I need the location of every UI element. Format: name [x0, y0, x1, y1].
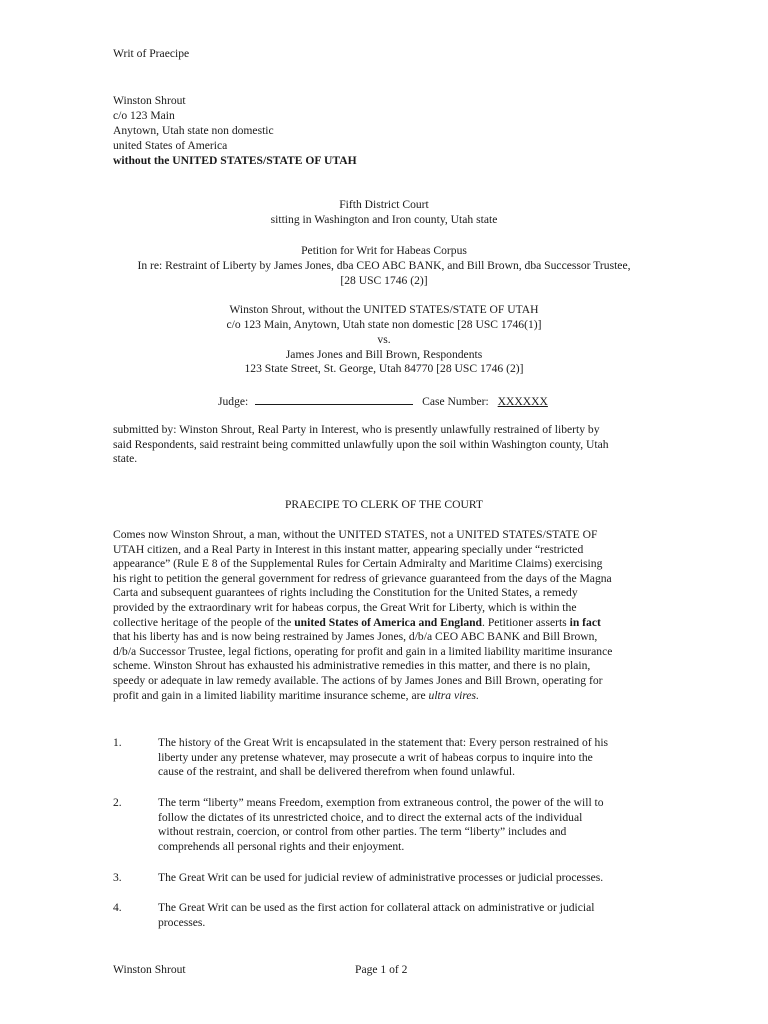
footer-page-number: Page 1 of 2	[355, 963, 408, 976]
item-line: comprehends all personal rights and their enjoyment.	[158, 839, 405, 853]
body-text: . Petitioner asserts	[482, 615, 570, 629]
body-italic-text: ultra vires.	[428, 688, 479, 702]
body-line: Carta and subsequent guarantees of rights including the Constitution for the United States, a remedy	[113, 586, 578, 600]
body-bold-text: united States of America and England	[294, 615, 483, 629]
petition-title: Petition for Writ for Habeas Corpus	[301, 244, 467, 257]
body-line: that his liberty has and is now being restrained by James Jones, d/b/a CEO ABC BANK and Bill Brown,	[113, 630, 598, 644]
petition-citation: [28 USC 1746 (2)]	[340, 274, 428, 287]
body-line-heritage	[113, 616, 673, 631]
petition-in-re: In re: Restraint of Liberty by James Jones, dba CEO ABC BANK, and Bill Brown, dba Successor Trustee,	[137, 259, 631, 272]
court-name: Fifth District Court	[339, 198, 429, 211]
item-line: follow the dictates of its unrestricted choice, and to direct the external acts of the individual	[158, 810, 583, 824]
case-number-label: Case Number:	[422, 395, 489, 408]
document-header: Writ of Praecipe	[113, 47, 190, 60]
item-line: The Great Writ can be used for judicial review of administrative processes or judicial processes.	[158, 871, 604, 884]
body-line: UTAH citizen, and a Real Party in Interest in this instant matter, appearing specially under “restricted	[113, 542, 584, 556]
item-line: The term “liberty” means Freedom, exemption from extraneous control, the power of the will to	[158, 796, 604, 809]
item-line: processes.	[158, 915, 206, 929]
body-line: speedy or adequate in law remedy available. The actions of by James Jones and Bill Brown, operating for	[113, 673, 603, 687]
sender-address-1: c/o 123 Main	[113, 109, 175, 122]
sender-status: without the UNITED STATES/STATE OF UTAH	[113, 154, 357, 167]
item-line: The Great Writ can be used as the first action for collateral attack on administrative or judicial	[158, 901, 595, 914]
judge-label: Judge:	[218, 395, 249, 408]
item-number: 3.	[113, 871, 122, 884]
item-line: without restrain, coercion, or control from other parties. The term “liberty” includes and	[158, 825, 567, 839]
versus-label: vs.	[377, 333, 391, 346]
submitted-line: state.	[113, 452, 138, 466]
body-line-last	[113, 689, 673, 704]
submitted-by-paragraph	[113, 423, 673, 467]
section-title: PRAECIPE TO CLERK OF THE COURT	[284, 498, 484, 511]
sender-name: Winston Shrout	[113, 94, 186, 107]
submitted-line: said Respondents, said restraint being committed unlawfully upon the soil within Washington county, Utah	[113, 437, 609, 451]
body-line: scheme. Winston Shrout has exhausted his administrative remedies in this matter, and there is no plain,	[113, 659, 591, 673]
petitioner-name: Winston Shrout, without the UNITED STATES/STATE OF UTAH	[229, 303, 539, 316]
body-line: Comes now Winston Shrout, a man, without the UNITED STATES, not a UNITED STATES/STATE OF	[113, 528, 598, 541]
body-paragraph	[113, 528, 673, 703]
sender-address-2: Anytown, Utah state non domestic	[113, 124, 274, 137]
body-line: his right to petition the general government for redress of grievance guaranteed from the days of the Magna	[113, 571, 612, 585]
judge-field	[218, 392, 548, 409]
case-number-value: XXXXXX	[497, 395, 548, 408]
court-location: sitting in Washington and Iron county, Utah state	[270, 213, 498, 226]
item-number: 1.	[113, 736, 122, 749]
footer-author: Winston Shrout	[113, 963, 186, 976]
body-line: provided by the extraordinary writ for habeas corpus, the Great Writ for Liberty, which is within the	[113, 600, 577, 614]
item-line: liberty under any pretense whatever, may prosecute a writ of habeas corpus to inquire into the	[158, 750, 593, 764]
item-number: 2.	[113, 796, 122, 809]
body-line: appearance” (Rule E 8 of the Supplemental Rules for Certain Admiralty and Maritime Claims) exercising	[113, 557, 603, 571]
respondents-address: 123 State Street, St. George, Utah 84770 [28 USC 1746 (2)]	[244, 362, 524, 375]
submitted-line: submitted by: Winston Shrout, Real Party in Interest, who is presently unlawfully restrained of liberty by	[113, 423, 600, 436]
list-item	[158, 901, 658, 930]
respondents-name: James Jones and Bill Brown, Respondents	[285, 348, 483, 361]
body-text: profit and gain in a limited liability maritime insurance scheme, are	[113, 688, 429, 702]
petitioner-address: c/o 123 Main, Anytown, Utah state non domestic [28 USC 1746(1)]	[226, 318, 542, 331]
body-line: d/b/a Successor Trustee, legal fictions, operating for profit and gain in a limited liability maritime insurance	[113, 644, 613, 658]
sender-country: united States of America	[113, 139, 228, 152]
list-item	[158, 871, 658, 886]
body-bold-text: in fact	[569, 615, 601, 629]
judge-blank	[255, 392, 413, 405]
list-item	[158, 796, 658, 854]
item-number: 4.	[113, 901, 122, 914]
item-line: The history of the Great Writ is encapsulated in the statement that: Every person restrained of his	[158, 736, 609, 749]
item-line: cause of the restraint, and shall be delivered therefrom when found unlawful.	[158, 765, 516, 779]
list-item	[158, 736, 658, 780]
body-text: collective heritage of the people of the	[113, 615, 295, 629]
